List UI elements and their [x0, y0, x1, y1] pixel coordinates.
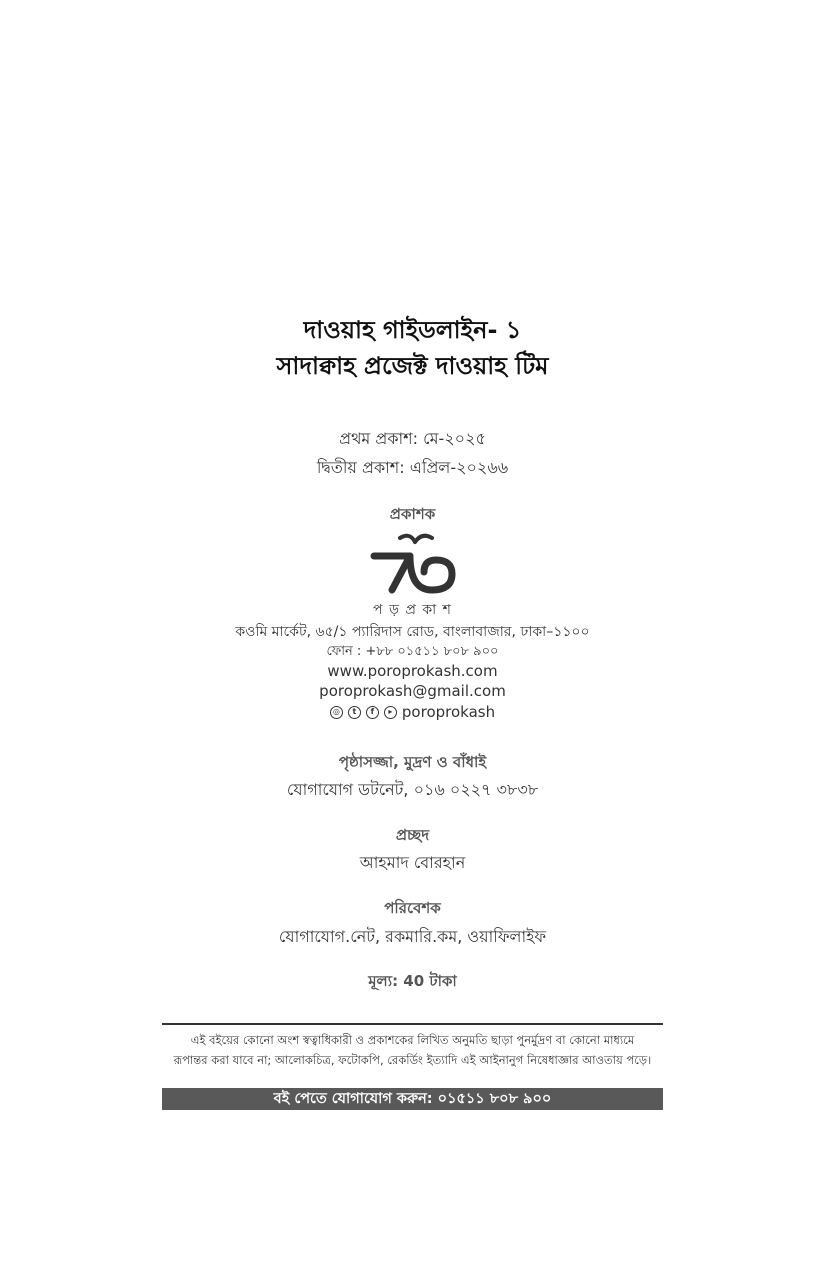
- cover-label: প্রচ্ছদ: [395, 826, 430, 844]
- copyright-line-2: রূপান্তর করা যাবে না; আলোকচিত্র, ফটোকপি, রেকর্ডিং ইত্যাদি এই আইনানুগ নিষেধাজ্ঞার আওতায় পড়ে।: [173, 1053, 652, 1067]
- publisher-phone: ফোন : +৮৮ ০১৫১১ ৮০৮ ৯০০: [326, 644, 499, 659]
- copyright-line-1: এই বইয়ের কোনো অংশ স্বত্বাধিকারী ও প্রকাশকের লিখিত অনুমতি ছাড়া পুনর্মুদ্রণ বা কোনো মাধ্যমে: [190, 1033, 635, 1047]
- social-row: [0, 703, 825, 721]
- twitter-icon[interactable]: t: [348, 706, 361, 719]
- first-edition: প্রথম প্রকাশ: মে-২০২৫: [339, 429, 486, 448]
- youtube-icon[interactable]: ▸: [384, 706, 397, 719]
- distributor-label: পরিবেশক: [384, 899, 441, 917]
- publisher-email[interactable]: poroprokash@gmail.com: [319, 682, 506, 700]
- publisher-logo: [370, 528, 456, 596]
- layout-print-label: পৃষ্ঠাসজ্জা, মুদ্রণ ও বাঁধাই: [338, 753, 487, 771]
- cover-designer: আহমাদ বোরহান: [359, 853, 466, 872]
- price: মূল্য: 40 টাকা: [368, 972, 457, 990]
- distributor-value: যোগাযোগ.নেট, রকমারি.কম, ওয়াফিলাইফ: [278, 927, 547, 946]
- publisher-website[interactable]: www.poroprokash.com: [327, 662, 498, 680]
- divider: [162, 1023, 663, 1025]
- logo-text: প ড় প্র কা শ: [373, 602, 452, 618]
- book-title: দাওয়াহ গাইডলাইন- ১: [303, 316, 522, 344]
- publisher-label: প্রকাশক: [389, 505, 436, 523]
- instagram-icon[interactable]: ◎: [330, 706, 343, 719]
- facebook-icon[interactable]: f: [366, 706, 379, 719]
- layout-print-value: যোগাযোগ ডটনেট, ০১৬ ০২২৭ ৩৮৩৮: [286, 780, 539, 799]
- second-edition: দ্বিতীয় প্রকাশ: এপ্রিল-২০২৬৬: [316, 458, 509, 477]
- publisher-address: কওমি মার্কেট, ৬৫/১ প্যারিদাস রোড, বাংলাবাজার, ঢাকা–১১০০: [235, 624, 590, 640]
- social-handle: poroprokash: [401, 703, 496, 721]
- book-author: সাদাক্বাহ প্রজেক্ট দাওয়াহ টিম: [276, 352, 549, 380]
- contact-banner: বই পেতে যোগাযোগ করুন: ০১৫১১ ৮০৮ ৯০০: [162, 1088, 663, 1110]
